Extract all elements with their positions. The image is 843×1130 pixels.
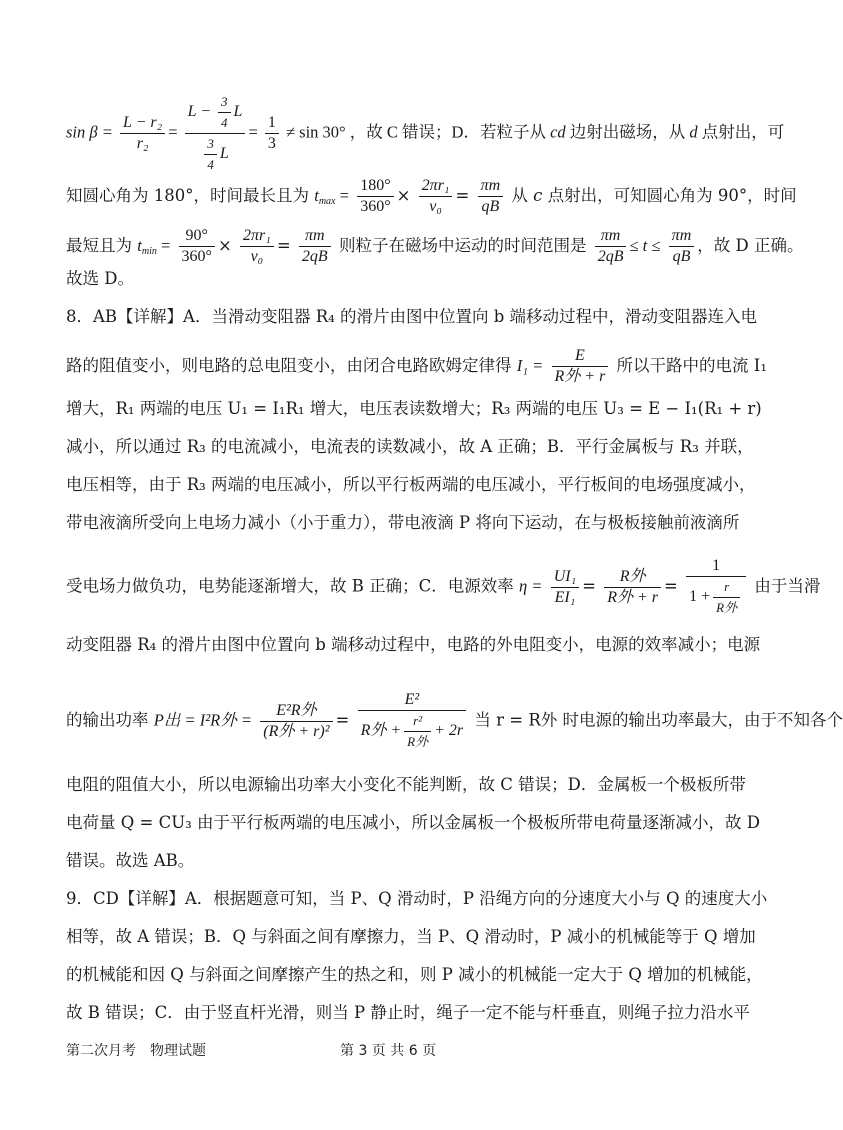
fraction: 1 1 + $\frac{r}{\text{R外}}$ <box>686 556 746 618</box>
fraction: $\frac{\pi m}{2qB}$ <box>595 226 627 267</box>
fraction: $\frac{\text{L − r₂}}{\text{r₂}}$ <box>120 113 165 154</box>
fraction: $\frac{\pi m}{qB}$ <box>478 176 504 217</box>
text-line-20: 故 B 错误；C．由于竖直杆光滑，则当 P 静止时，绳子一定不能与杆垂直，则绳子拉力沿水平 <box>66 1003 750 1022</box>
footer-left: 第二次月考 物理试题 <box>66 1043 206 1059</box>
fraction: $\frac{\text{2πr₁}}{\text{v₀}}$ <box>419 176 453 217</box>
text-line-17: 9．CD【详解】A．根据题意可知，当 P、Q 滑动时，P 沿绳方向的分速度大小与 Q 的速度大小 <box>66 889 768 908</box>
text-line-11: 受电场力做负功，电势能逐渐增大，故 B 正确；C．电源效率 η = $\frac{\text{UI₁}}{\text{EI₁}}$ = $\frac{\text{R外}}{\text{R外 + r}}$ = 1 1 + $\frac{r}{\text{R外}}$ 由于当滑 <box>66 556 738 618</box>
fraction: $\frac{E}{\text{R外 + r}}$ <box>552 346 609 387</box>
fraction: $\frac{\text{2πr₁}}{\text{v₀}}$ <box>240 226 274 267</box>
text-line-2: 知圆心角为 180°，时间最长且为 $t_{max}$ = $\frac{180^\circ}{360^\circ}$ × $\frac{\text{2πr₁}}{\text{v₀}}$ = $\frac{\pi m}{qB}$ 从 c 点射出，可知圆心角为 90°，时间 <box>66 177 797 215</box>
fraction: $\frac{\pi m}{2qB}$ <box>299 226 331 267</box>
text-line-13: 的输出功率 P出 = I²R外 = $\frac{\text{E²R外}}{\text{(R外 + r)²}}$ = E² R外 + $\frac{\text{r²}}{\text{R外}}$ + 2r 当 r = R外 时电源的输出功率最大，由于不知各个 <box>66 690 738 752</box>
text-line-15: 电荷量 Q = CU₃ 由于平行板两端的电压减小，所以金属板一个极板所带电荷量逐渐减小，故 D <box>66 813 760 832</box>
fraction: $\frac{90^\circ}{360^\circ}$ <box>179 226 215 267</box>
fraction: $\frac{\text{E²R外}}{\text{(R外 + r)²}}$ <box>260 701 332 742</box>
text-line-10: 带电液滴所受向上电场力减小（小于重力），带电液滴 P 将向下运动，在与极板接触前液滴所 <box>66 513 740 532</box>
text-line-16: 错误。故选 AB。 <box>66 851 195 870</box>
fraction: $\frac{180^\circ}{360^\circ}$ <box>357 176 393 217</box>
text-line-12: 动变阻器 R₄ 的滑片由图中位置向 b 端移动过程中，电路的外电阻变小，电源的效率减小；电源 <box>66 635 761 654</box>
text-line-6: 路的阻值变小，则电路的总电阻变小，由闭合电路欧姆定律得 I₁ = $\frac{E}{\text{R外 + r}}$ 所以干路中的电流 I₁ <box>66 347 767 385</box>
fraction: $\frac{\text{R外}}{\text{R外 + r}}$ <box>604 567 661 608</box>
fraction: $\frac{\text{UI₁}}{\text{EI₁}}$ <box>551 567 579 608</box>
text-line-3: 最短且为 $t_{min}$ = $\frac{90^\circ}{360^\circ}$ × $\frac{\text{2πr₁}}{\text{v₀}}$ = $\frac{\pi m}{2qB}$ 则粒子在磁场中运动的时间范围是 $\frac{\pi m}{2qB}$ ≤ t ≤ $\frac{\pi m}{qB}$ ，故 D 正确。 <box>66 227 804 265</box>
text-line-8: 减小，所以通过 R₃ 的电流减小，电流表的读数减小，故 A 正确；B．平行金属板与 R₃ 并联， <box>66 437 754 456</box>
text-line-18: 相等，故 A 错误；B．Q 与斜面之间有摩擦力，当 P、Q 滑动时，P 减小的机械能等于 Q 增加 <box>66 927 756 946</box>
text-line-7: 增大，R₁ 两端的电压 U₁ = I₁R₁ 增大，电压表读数增大；R₃ 两端的电压 U₃ = E − I₁(R₁ + r) <box>66 399 762 418</box>
text-line-4: 故选 D。 <box>66 269 134 288</box>
text-line-5: 8．AB【详解】A．当滑动变阻器 R₄ 的滑片由图中位置向 b 端移动过程中，滑动变阻器连入电 <box>66 307 758 326</box>
fraction: E² R外 + $\frac{\text{r²}}{\text{R外}}$ + 2r <box>358 690 467 752</box>
text-line-9: 电压相等，由于 R₃ 两端的电压减小，所以平行板两端的电压减小，平行板间的电场强度减小， <box>66 475 756 494</box>
text-line-19: 的机械能和因 Q 与斜面之间摩擦产生的热之和，则 P 减小的机械能一定大于 Q 增加的机械能， <box>66 965 763 984</box>
text-line-14: 电阻的阻值大小，所以电源输出功率大小变化不能判断，故 C 错误；D．金属板一个极板所带 <box>66 775 746 794</box>
fraction: $\frac{1}{3}$ <box>265 113 279 154</box>
fraction: L − $\frac{3}{4}$ L $\frac{3}{4}$ L <box>185 92 246 175</box>
sin-beta: sin β = <box>66 122 113 142</box>
fraction: $\frac{\pi m}{qB}$ <box>669 226 695 267</box>
equation-line-1: sin β = $\frac{\text{L − r₂}}{\text{r₂}}$ = L − $\frac{3}{4}$ L $\frac{3}{4}$ L = $\frac{1}{3}$ ≠ sin 30° ，故 C 错误；D．若粒子从 cd 边射出磁场，从 d 点射出，可 <box>66 92 738 175</box>
footer-page-number: 第 3 页 共 6 页 <box>340 1043 437 1059</box>
